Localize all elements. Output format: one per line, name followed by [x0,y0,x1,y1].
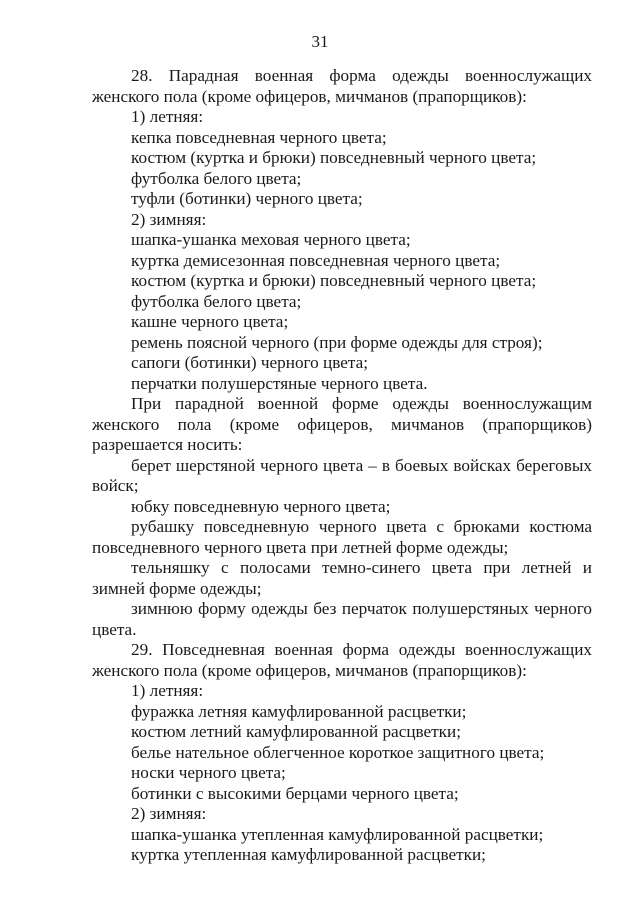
paragraph: рубашку повседневную черного цвета с брюками костюма повседневного черного цвета при летней форме одежды; [92,517,592,557]
list-item: носки черного цвета; [131,763,286,782]
list-item: куртка утепленная камуфлированной расцветки; [131,845,486,864]
paragraph: 29. Повседневная военная форма одежды военнослужащих женского пола (кроме офицеров, мичманов (прапорщиков): [92,640,592,680]
list-item: костюм летний камуфлированной расцветки; [131,722,461,741]
list-item: кашне черного цвета; [131,312,289,331]
list-item: костюм (куртка и брюки) повседневный черного цвета; [131,271,537,290]
list-item: куртка демисезонная повседневная черного цвета; [131,250,501,270]
list-item: юбку повседневную черного цвета; [131,496,391,516]
list-item: ботинки с высокими берцами черного цвета; [131,783,459,803]
list-item: белье нательное облегченное короткое защитного цвета; [131,742,545,762]
paragraph: берет шерстяной черного цвета – в боевых войсках береговых войск; [92,455,592,495]
list-item: шапка-ушанка меховая черного цвета; [131,230,411,249]
list-item: футболка белого цвета; [131,291,302,311]
list-item: перчатки полушерстяные черного цвета. [131,373,428,393]
list-item: 1) летняя: [131,107,204,126]
paragraph: зимнюю форму одежды без перчаток полушерстяных черного цвета. [92,599,592,639]
paragraph: тельняшку с полосами темно-синего цвета при летней и зимней форме одежды; [92,558,592,598]
list-item: фуражка летняя камуфлированной расцветки; [131,701,467,721]
list-item: ремень поясной черного (при форме одежды для строя); [131,332,543,352]
list-item: шапка-ушанка утепленная камуфлированной расцветки; [131,824,544,844]
list-item: футболка белого цвета; [131,168,302,188]
list-item: 2) зимняя: [131,209,207,229]
document-body [92,66,592,866]
list-item: 1) летняя: [131,681,204,700]
paragraph: 28. Парадная военная форма одежды военнослужащих женского пола (кроме офицеров, мичманов (прапорщиков): [92,66,592,106]
list-item: кепка повседневная черного цвета; [131,127,387,147]
list-item: 2) зимняя: [131,804,207,823]
paragraph: При парадной военной форме одежды военнослужащим женского пола (кроме офицеров, мичманов (прапорщиков) разрешается носить: [92,394,592,454]
list-item: туфли (ботинки) черного цвета; [131,189,363,208]
page-number: 31 [311,32,329,51]
list-item: сапоги (ботинки) черного цвета; [131,353,369,372]
list-item: костюм (куртка и брюки) повседневный черного цвета; [131,148,537,167]
